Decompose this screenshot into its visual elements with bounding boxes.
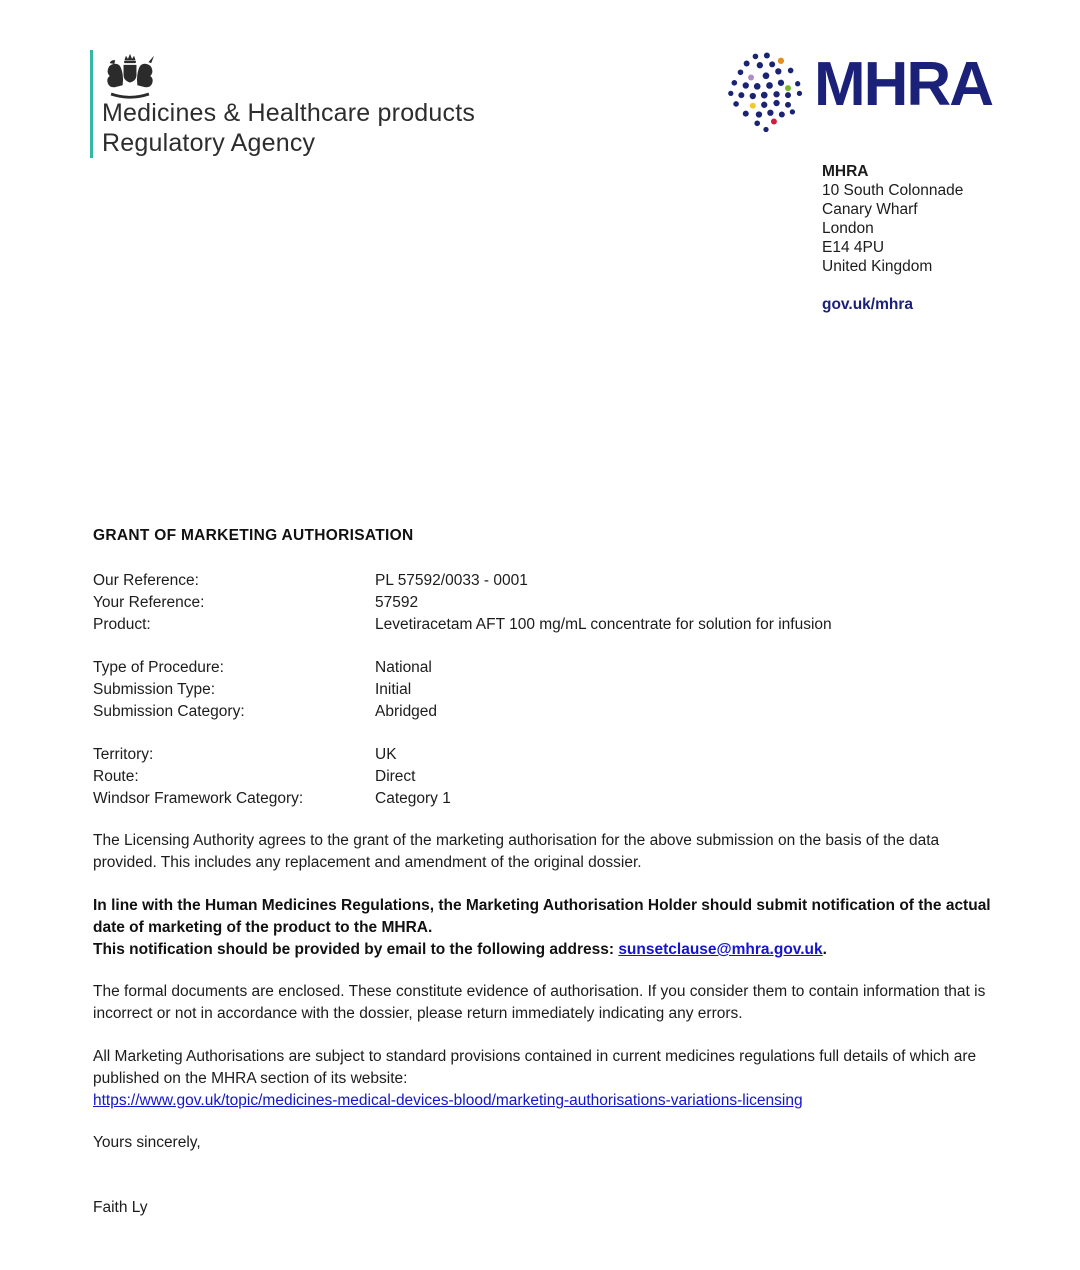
reference-row [93, 788, 1013, 810]
field-value: Abridged [375, 703, 438, 720]
field-label: Route: [93, 768, 139, 785]
field-value: 57592 [375, 594, 419, 611]
notice-email-line [93, 939, 998, 961]
gov-uk-website-text: gov.uk/mhra [822, 296, 914, 313]
territory-group [93, 744, 1013, 810]
reference-row [93, 657, 1013, 679]
field-label: Submission Type: [93, 681, 216, 698]
reference-row [93, 592, 1013, 614]
sunset-clause-email-link[interactable]: sunsetclause@mhra.gov.uk [618, 941, 823, 958]
address-org-name: MHRA [822, 163, 869, 180]
reference-row [93, 570, 1013, 592]
paragraph-text: The Licensing Authority agrees to the grant of the marketing authorisation for the above submission on the basis of the data provided. This includes any replacement and amendment of the original dossier. [93, 832, 940, 871]
paragraph-standard-provisions [93, 1046, 998, 1112]
notice-email-prefix: This notification should be provided by email to the following address: [93, 941, 619, 958]
reference-row [93, 701, 1013, 723]
address-line: E14 4PU [822, 239, 885, 256]
teal-accent-bar [90, 50, 93, 158]
provisions-text: All Marketing Authorisations are subject to standard provisions contained in current medicines regulations full details of which are published on the MHRA section of its website: [93, 1048, 977, 1087]
mhra-wordmark: MHRA [814, 50, 992, 119]
notice-email-suffix: . [822, 941, 827, 958]
reference-row [93, 766, 1013, 788]
procedure-group [93, 657, 1013, 723]
field-value: Direct [375, 768, 416, 785]
field-label: Territory: [93, 746, 154, 763]
paragraph-text: The formal documents are enclosed. These constitute evidence of authorisation. If you consider them to contain information that is incorrect or not in accordance with the dossier, please return immediately indicating any errors. [93, 983, 986, 1022]
letter-title: GRANT OF MARKETING AUTHORISATION [93, 527, 414, 544]
field-value: National [375, 659, 432, 676]
address-line: United Kingdom [822, 258, 933, 275]
address-line: Canary Wharf [822, 201, 918, 218]
field-label: Product: [93, 616, 151, 633]
field-value: PL 57592/0033 - 0001 [375, 572, 528, 589]
reference-row [93, 744, 1013, 766]
field-label: Our Reference: [93, 572, 199, 589]
field-label: Submission Category: [93, 703, 245, 720]
signatory-name: Faith Ly [93, 1199, 148, 1216]
address-line: 10 South Colonnade [822, 182, 964, 199]
paragraph-grant [93, 830, 998, 874]
notice-bold-text: In line with the Human Medicines Regulations, the Marketing Authorisation Holder should submit notification of the actual date of marketing of the product to the MHRA. [93, 897, 991, 936]
field-value: Category 1 [375, 790, 451, 807]
paragraph-text [93, 1046, 998, 1112]
letter-closing: Yours sincerely, [93, 1134, 201, 1151]
field-label: Type of Procedure: [93, 659, 224, 676]
agency-name [102, 98, 475, 158]
field-label: Windsor Framework Category: [93, 790, 304, 807]
field-value: Levetiracetam AFT 100 mg/mL concentrate for solution for infusion [375, 616, 832, 633]
field-value: UK [375, 746, 397, 763]
gov-uk-licensing-link[interactable]: https://www.gov.uk/topic/medicines-medical-devices-blood/marketing-authorisations-variations-licensing [93, 1092, 803, 1109]
reference-group [93, 570, 1013, 636]
field-label: Your Reference: [93, 594, 205, 611]
sender-address [822, 162, 963, 314]
field-value: Initial [375, 681, 412, 698]
paragraph-notification-notice [93, 895, 998, 961]
royal-crest-icon [101, 52, 159, 100]
mhra-dots-icon [722, 44, 810, 141]
paragraph-formal-documents [93, 981, 998, 1025]
reference-row [93, 614, 1013, 636]
reference-row [93, 679, 1013, 701]
address-line: London [822, 220, 874, 237]
reference-section [93, 570, 1013, 831]
agency-name-line2: Regulatory Agency [102, 129, 316, 157]
agency-name-line1: Medicines & Healthcare products [102, 99, 476, 127]
